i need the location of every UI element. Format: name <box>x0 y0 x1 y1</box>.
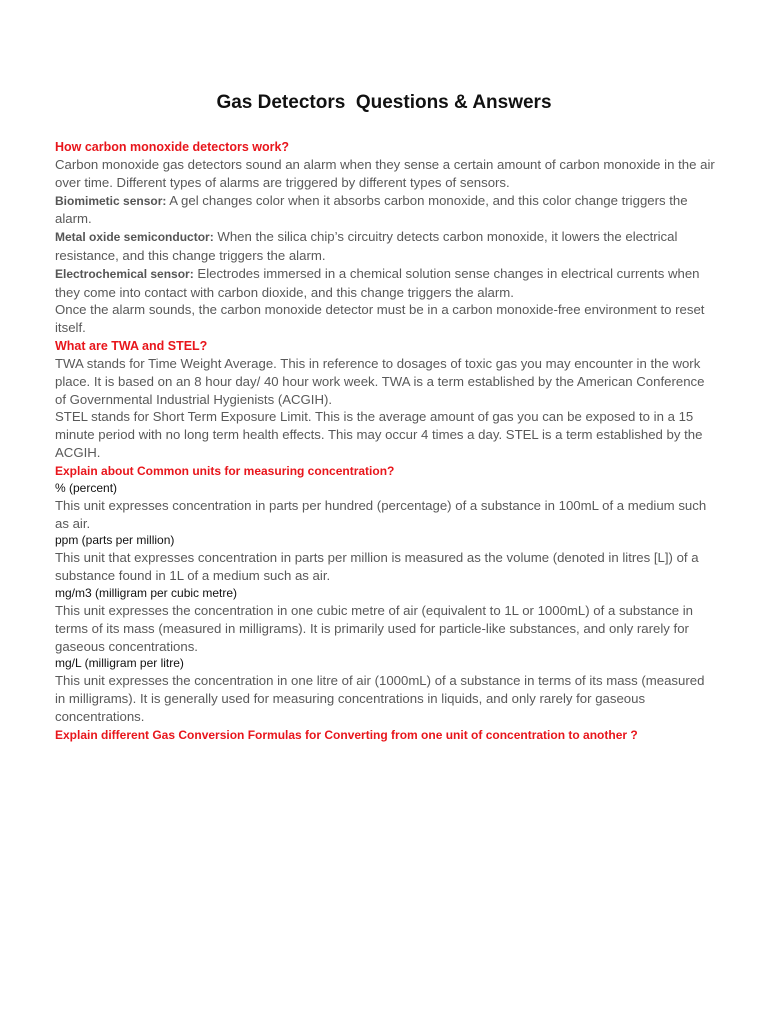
term-electrochemical: Electrochemical sensor: <box>55 266 194 281</box>
paragraph-stel: STEL stands for Short Term Exposure Limit. This is the average amount of gas you can be exposed to in a 15 minute period with no long term health effects. This may occur 4 times a day. STEL is a term established by the ACGIH. <box>55 409 703 460</box>
unit-heading-ppm: ppm (parts per million) <box>55 533 175 548</box>
text-biomimetic: A gel changes color when it absorbs carbon monoxide, and this color change triggers the alarm. <box>55 192 688 227</box>
unit-heading-mg-l: mg/L (milligram per litre) <box>55 656 184 671</box>
text-metal-oxide: When the silica chip’s circuitry detects carbon monoxide, it lowers the electrical resistance, and this change triggers the alarm. <box>55 229 678 263</box>
term-biomimetic: Biomimetic sensor: <box>55 193 167 208</box>
unit-text-mg-m3: This unit expresses the concentration in one cubic metre of air (equivalent to 1L or 1000mL) of a substance in terms of its mass (measured in milligrams). It is primarily used for particle-like substances, and only rarely for gaseous concentrations. <box>55 602 693 654</box>
paragraph-metal-oxide <box>55 228 715 265</box>
unit-text-ppm: This unit that expresses concentration in parts per million is measured as the volume (denoted in litres [L]) of a substance found in 1L of a medium such as air. <box>55 550 699 584</box>
text-electrochemical: Electrodes immersed in a chemical solution sense changes in electrical currents when they come into contact with carbon dioxide, and this change triggers the alarm. <box>55 265 700 300</box>
unit-heading-percent: % (percent) <box>55 480 118 495</box>
question-units: Explain about Common units for measuring concentration? <box>55 463 395 478</box>
unit-text-percent: This unit expresses concentration in parts per hundred (percentage) of a substance in 100mL of a medium such as air. <box>55 497 707 531</box>
question-co-detectors: How carbon monoxide detectors work? <box>55 140 290 154</box>
term-metal-oxide: Metal oxide semiconductor: <box>55 230 214 245</box>
question-twa-stel: What are TWA and STEL? <box>55 338 208 353</box>
document-title: Gas Detectors Questions & Answers <box>216 92 552 113</box>
paragraph-co-outro: Once the alarm sounds, the carbon monoxide detector must be in a carbon monoxide-free environment to reset itself. <box>55 302 705 336</box>
unit-text-mg-l: This unit expresses the concentration in one litre of air (1000mL) of a substance in terms of its mass (measured in milligrams). It is generally used for measuring concentrations in liquids, and only rarely for gaseous concentrations. <box>55 673 705 724</box>
question-conversion-formulas: Explain different Gas Conversion Formulas for Converting from one unit of concentration to another ? <box>55 727 638 742</box>
unit-heading-mg-m3: mg/m3 (milligram per cubic metre) <box>55 585 238 600</box>
paragraph-co-intro: Carbon monoxide gas detectors sound an alarm when they sense a certain amount of carbon monoxide in the air over time. Different types of alarms are triggered by different types of sensors. <box>55 157 715 190</box>
document-content <box>55 138 715 744</box>
paragraph-electrochemical <box>55 265 715 302</box>
paragraph-twa: TWA stands for Time Weight Average. This in reference to dosages of toxic gas you may encounter in the work place. It is based on an 8 hour day/ 40 hour work week. TWA is a term established by the American Conference of Governmental Industrial Hygienists (ACGIH). <box>55 355 705 407</box>
paragraph-biomimetic <box>55 192 715 229</box>
